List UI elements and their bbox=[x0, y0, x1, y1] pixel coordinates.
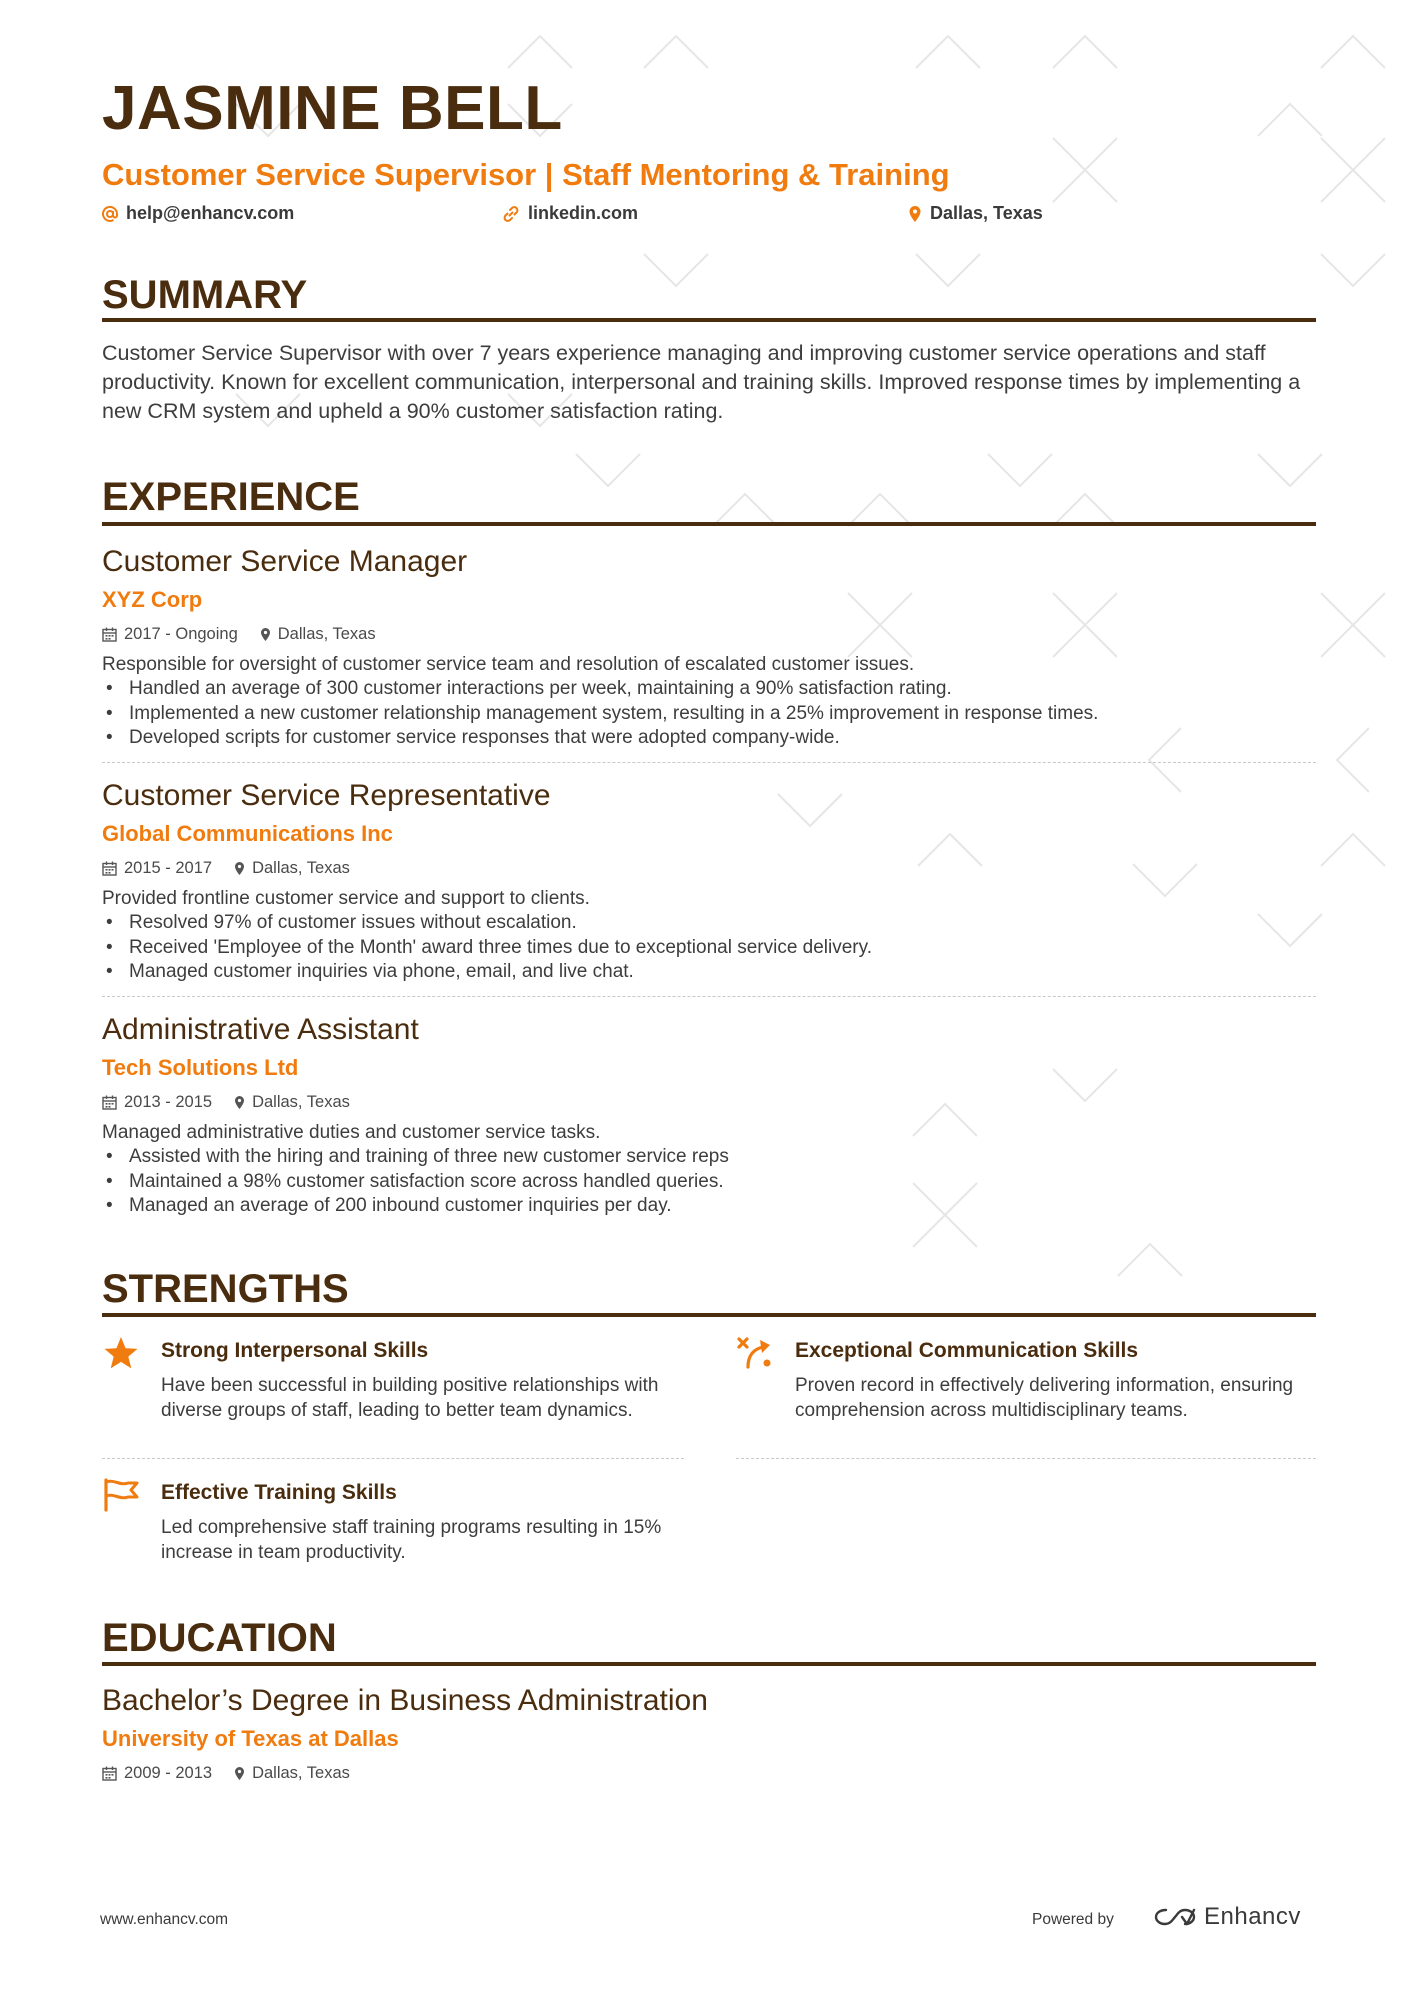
background-chevron bbox=[1258, 454, 1322, 486]
strength-separator bbox=[736, 1458, 1316, 1459]
background-chevron bbox=[1321, 138, 1385, 202]
job-dates bbox=[102, 625, 238, 644]
background-chevron bbox=[1321, 36, 1385, 68]
at-icon bbox=[102, 206, 118, 222]
background-chevron bbox=[1321, 834, 1385, 866]
job-bullet: • Implemented a new customer relationship management system, resulting in a 25% improvement in response times. bbox=[102, 702, 1316, 727]
background-chevron bbox=[916, 254, 980, 286]
job-meta bbox=[102, 625, 1316, 643]
contact-linkedin[interactable] bbox=[502, 203, 638, 224]
job-bullet: • Managed customer inquiries via phone, email, and live chat. bbox=[102, 960, 1316, 985]
job-bullet: • Developed scripts for customer service responses that were adopted company-wide. bbox=[102, 726, 1316, 751]
job-location-text: Dallas, Texas bbox=[252, 1092, 350, 1111]
job-bullet: • Handled an average of 300 customer interactions per week, maintaining a 90% satisfaction rating. bbox=[102, 677, 1316, 702]
contact-linkedin-text: linkedin.com bbox=[528, 203, 639, 223]
job-description: Responsible for oversight of customer service team and resolution of escalated customer issues. bbox=[102, 654, 915, 675]
job-separator bbox=[102, 762, 1316, 763]
contact-location-text: Dallas, Texas bbox=[930, 203, 1043, 223]
job-separator bbox=[102, 996, 1316, 997]
flag-icon bbox=[102, 1477, 140, 1513]
job-entry bbox=[102, 1015, 1316, 1219]
job-location-text: Dallas, Texas bbox=[252, 858, 350, 877]
education-meta bbox=[102, 1764, 1316, 1782]
job-company: Tech Solutions Ltd bbox=[102, 1055, 299, 1080]
strength-title: Exceptional Communication Skills bbox=[795, 1339, 1139, 1362]
location-pin-icon bbox=[908, 205, 922, 223]
education-degree: Bachelor’s Degree in Business Administration bbox=[102, 1684, 708, 1717]
enhancv-logo-text: Enhancv bbox=[1204, 1903, 1301, 1930]
job-title: Customer Service Representative bbox=[102, 779, 551, 812]
education-entry bbox=[102, 1686, 1316, 1782]
strength-title: Effective Training Skills bbox=[161, 1481, 397, 1504]
job-location-text: Dallas, Texas bbox=[277, 624, 376, 643]
job-bullet: • Managed an average of 200 inbound customer inquiries per day. bbox=[102, 1194, 1316, 1219]
contact-location bbox=[908, 203, 1043, 224]
summary-text: Customer Service Supervisor with over 7 years experience managing and improving customer service operations and staff productivity. Known for excellent communication, interpersonal and training skills. Improved response times by implementing a new CRM system and upheld a 90% customer satisfaction rating. bbox=[102, 341, 1301, 423]
job-dates bbox=[102, 859, 212, 878]
footer-website[interactable]: www.enhancv.com bbox=[100, 1911, 229, 1928]
background-chevron bbox=[1053, 36, 1117, 68]
enhancv-logo-icon bbox=[1152, 1905, 1198, 1929]
job-bullets bbox=[102, 1145, 1316, 1219]
job-bullet: • Resolved 97% of customer issues without escalation. bbox=[102, 911, 1316, 936]
job-bullets bbox=[102, 677, 1316, 751]
job-bullet: • Maintained a 98% customer satisfaction score across handled queries. bbox=[102, 1170, 1316, 1195]
background-chevron bbox=[644, 254, 708, 286]
contact-email-text: help@enhancv.com bbox=[126, 203, 295, 223]
job-company: Global Communications Inc bbox=[102, 821, 393, 846]
job-dates-text: 2013 - 2015 bbox=[124, 1092, 213, 1111]
background-chevron bbox=[988, 454, 1052, 486]
job-dates-text: 2015 - 2017 bbox=[124, 858, 213, 877]
background-chevron bbox=[1118, 1244, 1182, 1276]
background-chevron bbox=[508, 36, 572, 68]
job-location bbox=[234, 1093, 350, 1112]
strength-item bbox=[736, 1335, 1316, 1455]
experience-heading: EXPERIENCE bbox=[102, 475, 360, 519]
background-chevron bbox=[576, 454, 640, 486]
job-bullet: • Assisted with the hiring and training of three new customer service reps bbox=[102, 1145, 1316, 1170]
footer-powered-by: Powered by bbox=[1032, 1911, 1114, 1928]
calendar-icon bbox=[102, 861, 117, 876]
candidate-name: JASMINE BELL bbox=[102, 74, 563, 143]
strengths-heading: STRENGTHS bbox=[102, 1267, 349, 1311]
calendar-icon bbox=[102, 1766, 117, 1781]
education-school: University of Texas at Dallas bbox=[102, 1726, 399, 1751]
strength-description: Proven record in effectively delivering information, ensuring comprehension across multidisciplinary teams. bbox=[795, 1375, 1294, 1421]
education-dates-text: 2009 - 2013 bbox=[124, 1763, 213, 1782]
contact-row bbox=[102, 203, 1316, 227]
job-bullet: • Received 'Employee of the Month' award three times due to exceptional service delivery. bbox=[102, 936, 1316, 961]
experience-divider bbox=[102, 522, 1316, 526]
job-title: Administrative Assistant bbox=[102, 1013, 419, 1046]
education-location-text: Dallas, Texas bbox=[252, 1763, 350, 1782]
job-meta bbox=[102, 1093, 1316, 1111]
contact-email[interactable] bbox=[102, 203, 294, 224]
location-pin-icon bbox=[260, 627, 271, 642]
education-location bbox=[234, 1764, 350, 1783]
education-heading: EDUCATION bbox=[102, 1616, 337, 1660]
job-bullets bbox=[102, 911, 1316, 985]
calendar-icon bbox=[102, 1095, 117, 1110]
background-chevron bbox=[1053, 138, 1117, 202]
calendar-icon bbox=[102, 627, 117, 642]
job-entry bbox=[102, 781, 1316, 985]
job-dates-text: 2017 - Ongoing bbox=[124, 624, 238, 643]
background-chevron bbox=[1321, 593, 1385, 657]
strength-item bbox=[102, 1335, 684, 1455]
job-dates bbox=[102, 1093, 212, 1112]
job-meta bbox=[102, 859, 1316, 877]
strengths-divider bbox=[102, 1313, 1316, 1317]
education-divider bbox=[102, 1662, 1316, 1666]
job-location bbox=[260, 625, 376, 644]
strength-separator bbox=[102, 1458, 684, 1459]
background-chevron bbox=[1321, 254, 1385, 286]
location-pin-icon bbox=[234, 861, 245, 876]
education-dates bbox=[102, 1764, 212, 1783]
strength-item bbox=[102, 1477, 684, 1567]
job-entry bbox=[102, 547, 1316, 751]
job-location bbox=[234, 859, 350, 878]
background-chevron bbox=[1337, 728, 1369, 792]
strength-title: Strong Interpersonal Skills bbox=[161, 1339, 429, 1362]
strategy-arrow-icon bbox=[736, 1335, 774, 1371]
strength-description: Led comprehensive staff training programs resulting in 15% increase in team productivity. bbox=[161, 1517, 662, 1563]
job-description: Provided frontline customer service and support to clients. bbox=[102, 888, 590, 909]
background-chevron bbox=[644, 36, 708, 68]
job-description: Managed administrative duties and customer service tasks. bbox=[102, 1122, 601, 1143]
location-pin-icon bbox=[234, 1095, 245, 1110]
job-title: Customer Service Manager bbox=[102, 545, 468, 578]
background-chevron bbox=[1258, 104, 1322, 136]
link-icon bbox=[502, 205, 520, 223]
candidate-headline: Customer Service Supervisor | Staff Mentoring & Training bbox=[102, 157, 950, 192]
strength-description: Have been successful in building positive relationships with diverse groups of staff, leading to better team dynamics. bbox=[161, 1375, 659, 1421]
location-pin-icon bbox=[234, 1766, 245, 1781]
job-company: XYZ Corp bbox=[102, 587, 203, 612]
enhancv-logo[interactable] bbox=[1152, 1903, 1301, 1931]
star-icon bbox=[102, 1335, 140, 1371]
background-chevron bbox=[916, 36, 980, 68]
summary-divider bbox=[102, 318, 1316, 322]
summary-heading: SUMMARY bbox=[102, 273, 308, 317]
